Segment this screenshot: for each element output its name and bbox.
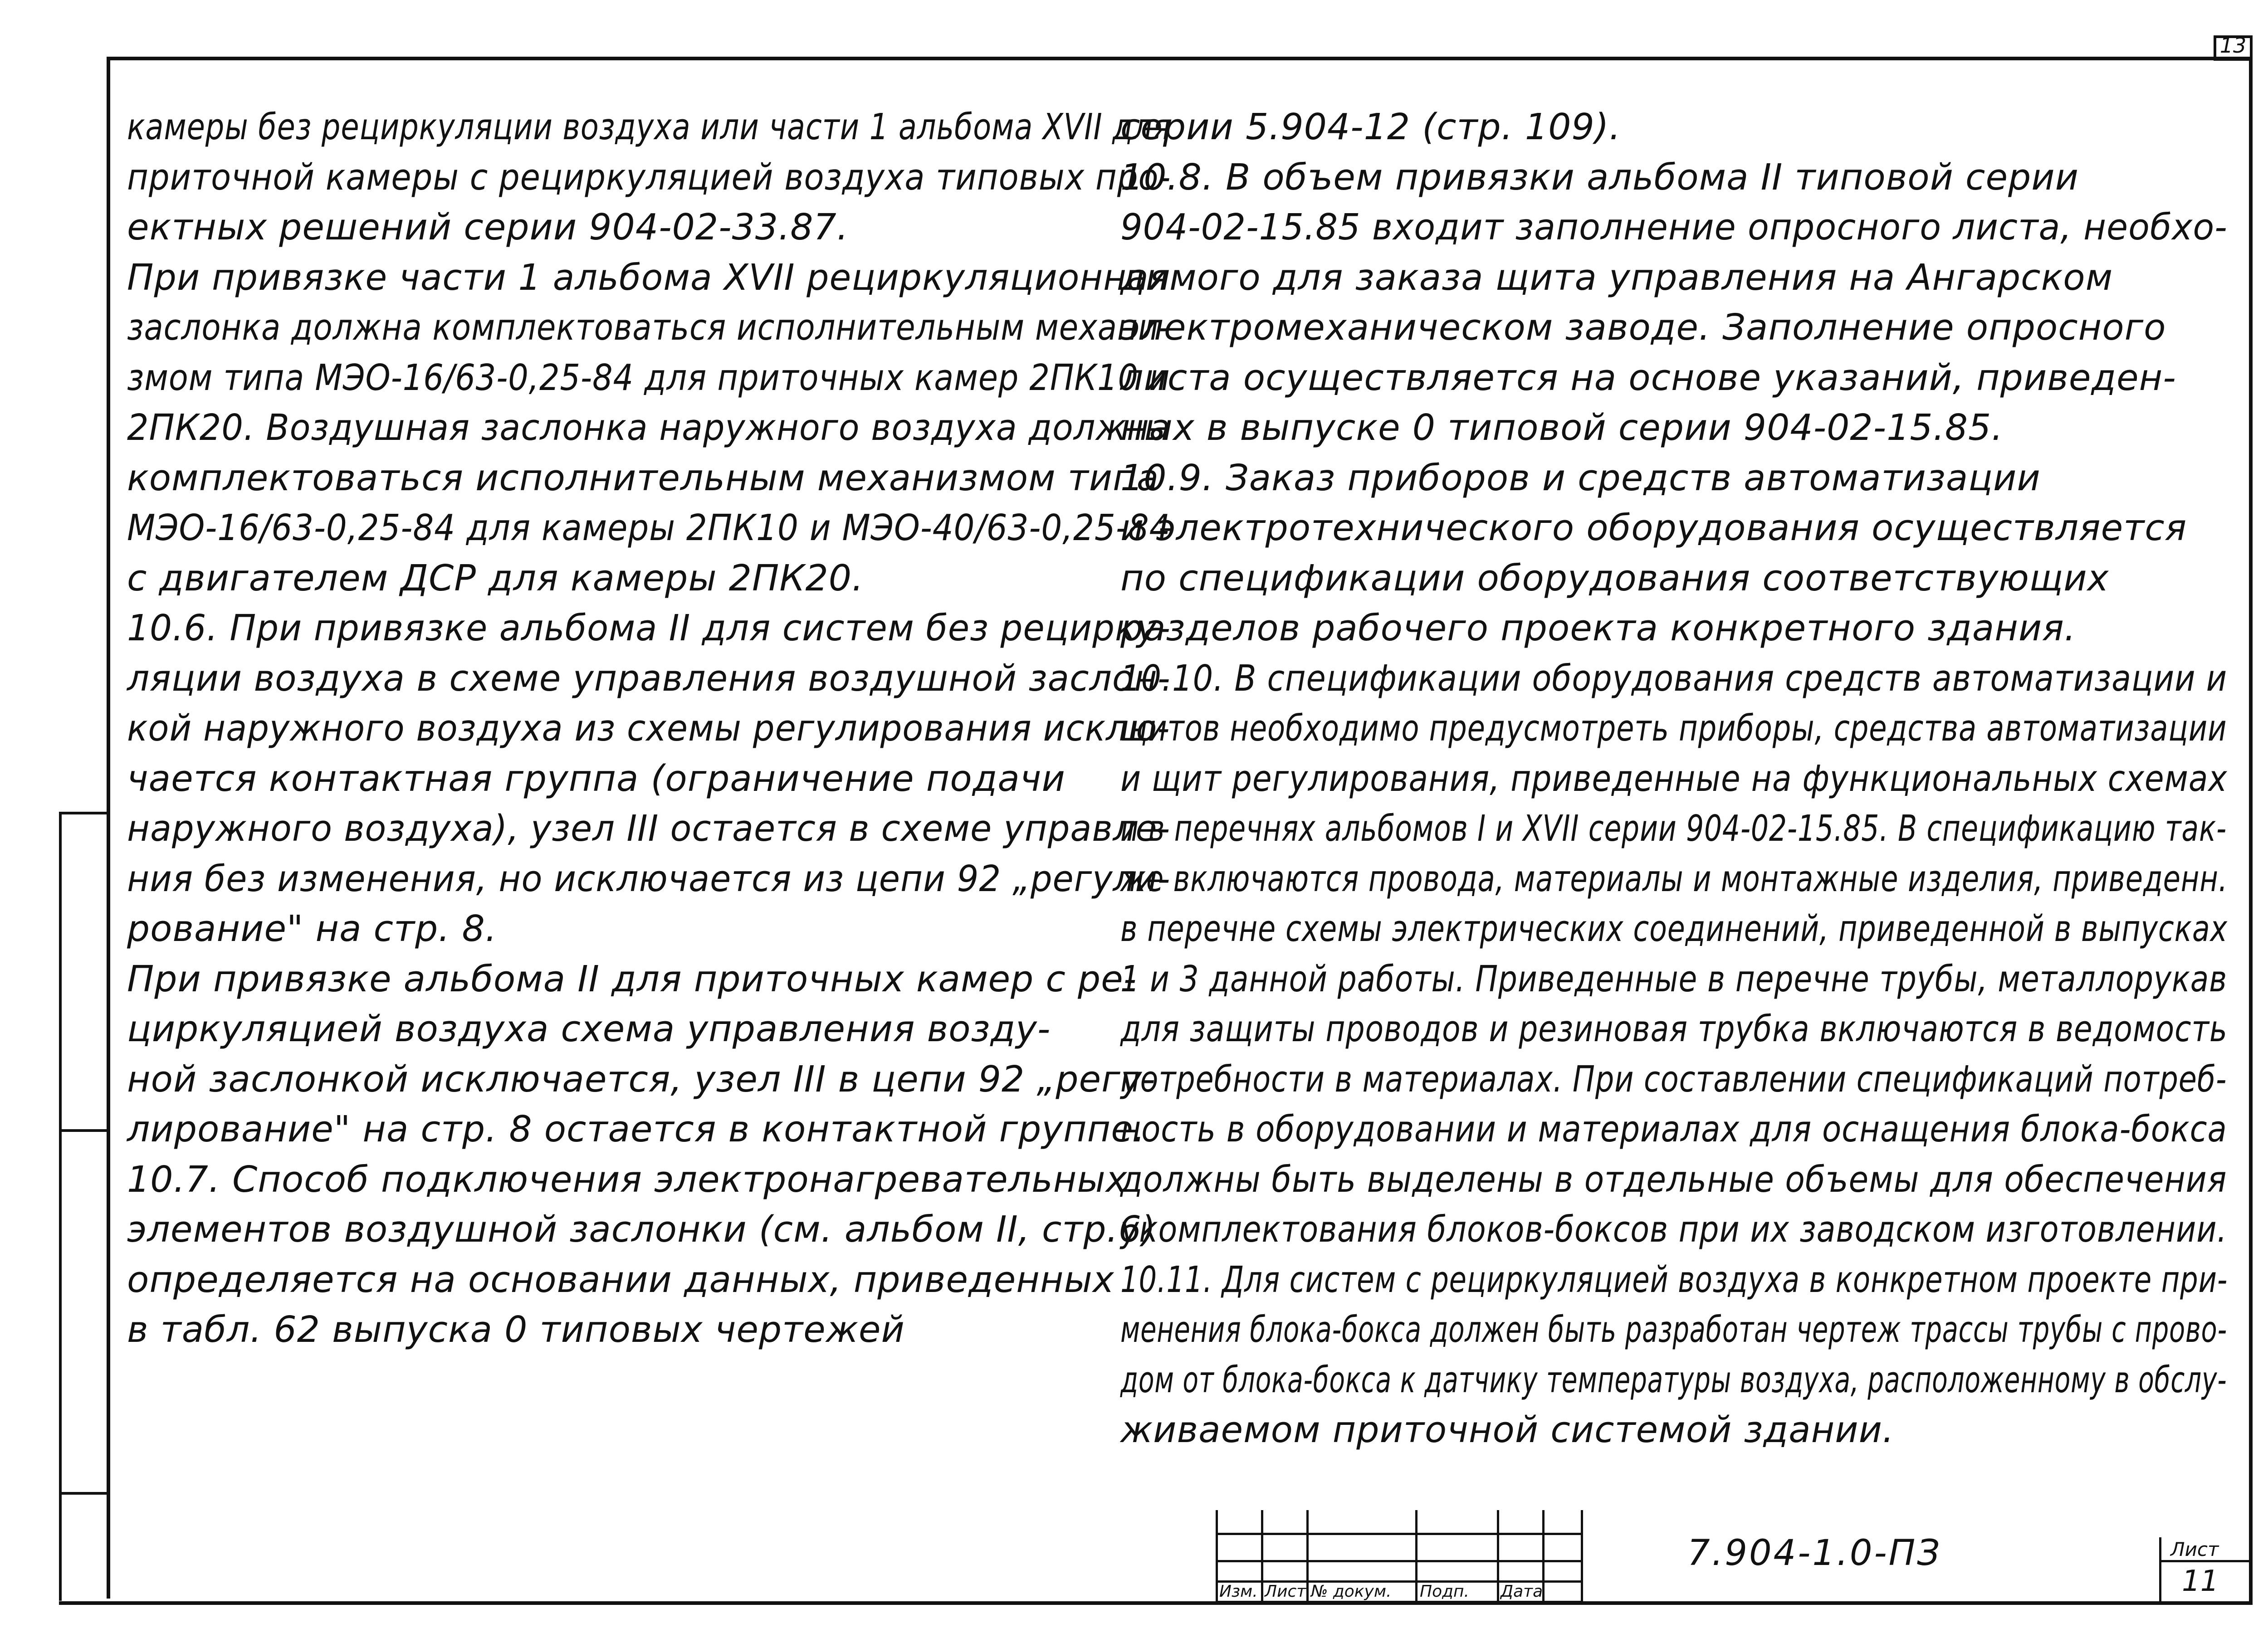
text-line: и щит регулирования, приведенные на функциональных схемах — [1120, 757, 2228, 799]
document-code: 7.904-1.0-ПЗ — [1687, 1533, 1942, 1574]
text-line: 1 и 3 данной работы. Приведенные в перечне трубы, металлорукав — [1120, 958, 2228, 1000]
text-line: камеры без рециркуляции воздуха или части 1 альбома XVII для — [127, 106, 1171, 148]
text-line: листа осуществляется на основе указаний, приведен- — [1120, 356, 2176, 399]
text-line: укомплектования блоков-боксов при их заводском изготовлении. — [1120, 1209, 2228, 1250]
margin-tick — [59, 812, 109, 814]
text-line: змом типа МЭО-16/63-0,25-84 для приточных камер 2ПК10 и — [127, 356, 1170, 399]
text-line: для защиты проводов и резиновая трубка включаются в ведомость — [1120, 1008, 2228, 1050]
col-label-change: Изм. — [1219, 1582, 1258, 1601]
text-line: ектных решений серии 904-02-33.87. — [127, 206, 849, 248]
text-line: потребности в материалах. При составлении спецификаций потреб- — [1120, 1058, 2227, 1100]
text-line: рование" на стр. 8. — [127, 908, 497, 950]
text-line: заслонка должна комплектоваться исполнительным механи- — [127, 307, 1171, 348]
text-line: 10.9. Заказ приборов и средств автоматизации — [1120, 457, 2041, 499]
left-text-column — [127, 102, 1170, 1355]
text-line: живаемом приточной системой здании. — [1120, 1409, 1895, 1451]
sheet-label: Лист — [2170, 1538, 2219, 1560]
text-line: 10.7. Способ подключения электронагревательных — [127, 1158, 1128, 1200]
title-block — [1216, 1510, 2250, 1603]
text-line: димого для заказа щита управления на Ангарском — [1120, 256, 2113, 298]
text-line: щитов необходимо предусмотреть приборы, средства автоматизации — [1120, 707, 2227, 749]
text-line: комплектоваться исполнительным механизмом типа — [127, 457, 1159, 499]
frame-right-border — [2249, 57, 2253, 1603]
sheet-number: 11 — [2182, 1565, 2219, 1598]
text-line: 10.6. При привязке альбома II для систем без рецирку- — [127, 607, 1171, 649]
text-line: определяется на основании данных, приведенных — [127, 1258, 1114, 1301]
text-line: ной заслонкой исключается, узел III в цепи 92 „регу- — [127, 1058, 1156, 1100]
text-line: циркуляцией воздуха схема управления возду- — [127, 1008, 1051, 1050]
margin-tick — [59, 1129, 109, 1132]
text-line: 10.11. Для систем с рециркуляцией воздуха в конкретном проекте при- — [1120, 1258, 2228, 1301]
margin-binding-line — [59, 812, 62, 1601]
text-line: электромеханическом заводе. Заполнение опросного — [1120, 307, 2166, 348]
text-line: приточной камеры с рециркуляцией воздуха типовых про- — [127, 156, 1171, 198]
text-line: ных в выпуске 0 типовой серии 904-02-15.85. — [1120, 407, 2004, 448]
text-line: При привязке альбома II для приточных камер с ре- — [127, 958, 1137, 1000]
col-label-date: Дата — [1501, 1582, 1543, 1601]
text-line: должны быть выделены в отдельные объемы для обеспечения — [1120, 1158, 2227, 1200]
text-line: ляции воздуха в схеме управления воздушной заслон- — [127, 657, 1171, 699]
text-line: кой наружного воздуха из схемы регулирования исклю- — [127, 707, 1170, 749]
text-line: дом от блока-бокса к датчику температуры воздуха, расположенному в обслу- — [1120, 1359, 2227, 1401]
text-line: в перечне схемы электрических соединений, приведенной в выпусках — [1120, 908, 2228, 950]
margin-tick — [59, 1492, 109, 1495]
text-line: же включаются провода, материалы и монтажные изделия, приведенн. — [1120, 858, 2228, 900]
text-line: 10.8. В объем привязки альбома II типовой серии — [1120, 156, 2079, 198]
col-label-signature: Подп. — [1420, 1582, 1469, 1601]
text-line: с двигателем ДСР для камеры 2ПК20. — [127, 557, 864, 599]
text-line: менения блока-бокса должен быть разработан чертеж трассы трубы с прово- — [1120, 1309, 2227, 1350]
text-line: ния без изменения, но исключается из цепи 92 „регули- — [127, 858, 1171, 900]
text-line: разделов рабочего проекта конкретного здания. — [1120, 607, 2076, 649]
text-line: 904-02-15.85 входит заполнение опросного листа, необхо- — [1120, 206, 2228, 248]
text-line: МЭО-16/63-0,25-84 для камеры 2ПК10 и МЭО-40/63-0,25-84 — [127, 507, 1171, 549]
text-line: и электротехнического оборудования осуществляется — [1120, 507, 2187, 549]
text-line: и в перечнях альбомов I и XVII серии 904-02-15.85. В спецификацию так- — [1120, 808, 2227, 849]
text-line: 2ПК20. Воздушная заслонка наружного воздуха должна — [127, 407, 1171, 448]
right-text-column — [1120, 102, 2227, 1455]
col-label-sheet: Лист — [1265, 1582, 1306, 1601]
text-line: 10.10. В спецификации оборудования средств автоматизации и — [1120, 657, 2228, 699]
text-line: лирование" на стр. 8 остается в контактной группе. — [127, 1108, 1145, 1150]
text-line: чается контактная группа (ограничение подачи — [127, 757, 1066, 799]
text-line: элементов воздушной заслонки (см. альбом II, стр.6) — [127, 1209, 1156, 1250]
text-line: в табл. 62 выпуска 0 типовых чертежей — [127, 1309, 905, 1350]
title-block-revision-grid — [1216, 1510, 1583, 1603]
text-line: ность в оборудовании и материалах для оснащения блока-бокса — [1120, 1108, 2227, 1150]
col-label-doc-number: № докум. — [1311, 1582, 1392, 1601]
text-line: наружного воздуха), узел III остается в схеме управле- — [127, 808, 1171, 849]
text-line: При привязке части 1 альбома XVII рециркуляционная — [127, 256, 1171, 298]
text-line: серии 5.904-12 (стр. 109). — [1120, 106, 1621, 148]
corner-page-number: 13 — [2219, 33, 2247, 58]
text-line: по спецификации оборудования соответствующих — [1120, 557, 2109, 599]
